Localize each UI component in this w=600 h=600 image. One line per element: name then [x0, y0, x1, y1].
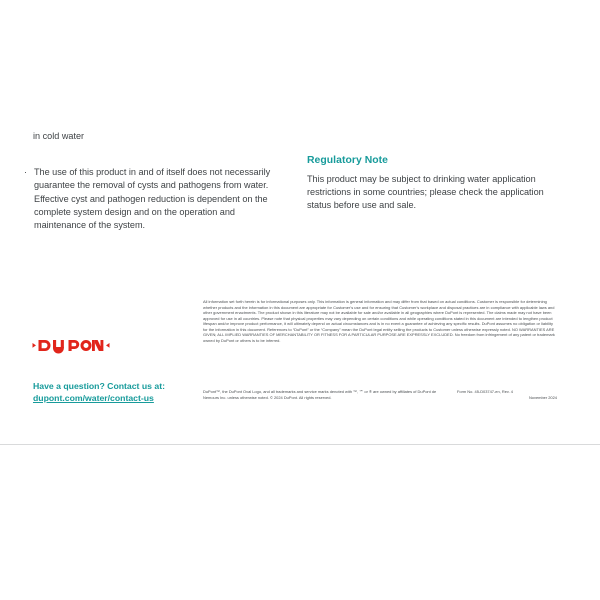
bullet-marker-icon: ·: [24, 166, 28, 177]
trademark-notice: DuPont™, the DuPont Oval Logo, and all trademarks and service marks denoted with ™, ℠ or ® are owned by affiliates of DuPont de Nemours Inc. unless otherwise noted. © 2024 DuPont. All rights reserved.: [203, 389, 437, 400]
regulatory-note-section: [307, 155, 552, 212]
list-item-text: The use of this product in and of itself does not necessarily guarantee the removal of cysts and pathogens from water. Effective cyst and pathogen reduction is dependent on the complete system design and on the operation and maintenance of the system.: [34, 167, 271, 231]
clipped-text-fragment: [33, 130, 153, 150]
page-background-below: [0, 445, 600, 600]
revision-date: November 2024: [528, 394, 557, 400]
legal-footer: [203, 389, 557, 400]
list-item: [24, 166, 272, 232]
clipped-text-fragment-value: in cold water: [33, 130, 85, 141]
regulatory-note-body: This product may be subject to drinking water application restrictions in some countries; please check the application status before use and sale.: [307, 173, 544, 211]
form-number: Form No. 45-D03747-en, Rev. 4: [457, 389, 513, 394]
contact-link[interactable]: dupont.com/water/contact-us: [33, 392, 154, 403]
regulatory-note-title: Regulatory Note: [307, 155, 388, 166]
legal-paragraph-1: All information set forth herein is for informational purposes only. This information is general information and may differ from that based on actual conditions. Customer is responsible for determining whether products and the information in this document are appropriate for Customer’s use and for ensuring that Customer’s workplace and disposal practices are in compliance with applicable laws and other government enactments. The product shown in this literature may not be available for sale and/or available in all geographies where DuPont is represented. The claims made may not have been approved for use in all countries. Please note that physical properties may vary depending on certain conditions and while operating conditions stated in this document are intended to lengthen product lifespan and/or improve product performance, it will ultimately depend on actual circumstances and is in no event a guarantee of achieving any specific results. DuPont assumes no obligation or liability for the information in this document. References to “DuPont” or the “Company” mean the DuPont legal entity selling the products to Customer unless otherwise expressly noted. NO WARRANTIES ARE GIVEN; ALL IMPLIED WARRANTIES OF MERCHANTABILITY OR FITNESS FOR A PARTICULAR PURPOSE ARE EXPRESSLY EXCLUDED. No freedom from infringement of any patent or trademark owned by DuPont or others is to be inferred.: [203, 299, 555, 343]
dupont-logo: [32, 337, 110, 354]
legal-disclaimer: [203, 299, 557, 343]
document-reference: [457, 389, 557, 400]
contact-prompt: Have a question? Contact us at:: [33, 381, 165, 391]
bullet-list: [24, 166, 272, 232]
